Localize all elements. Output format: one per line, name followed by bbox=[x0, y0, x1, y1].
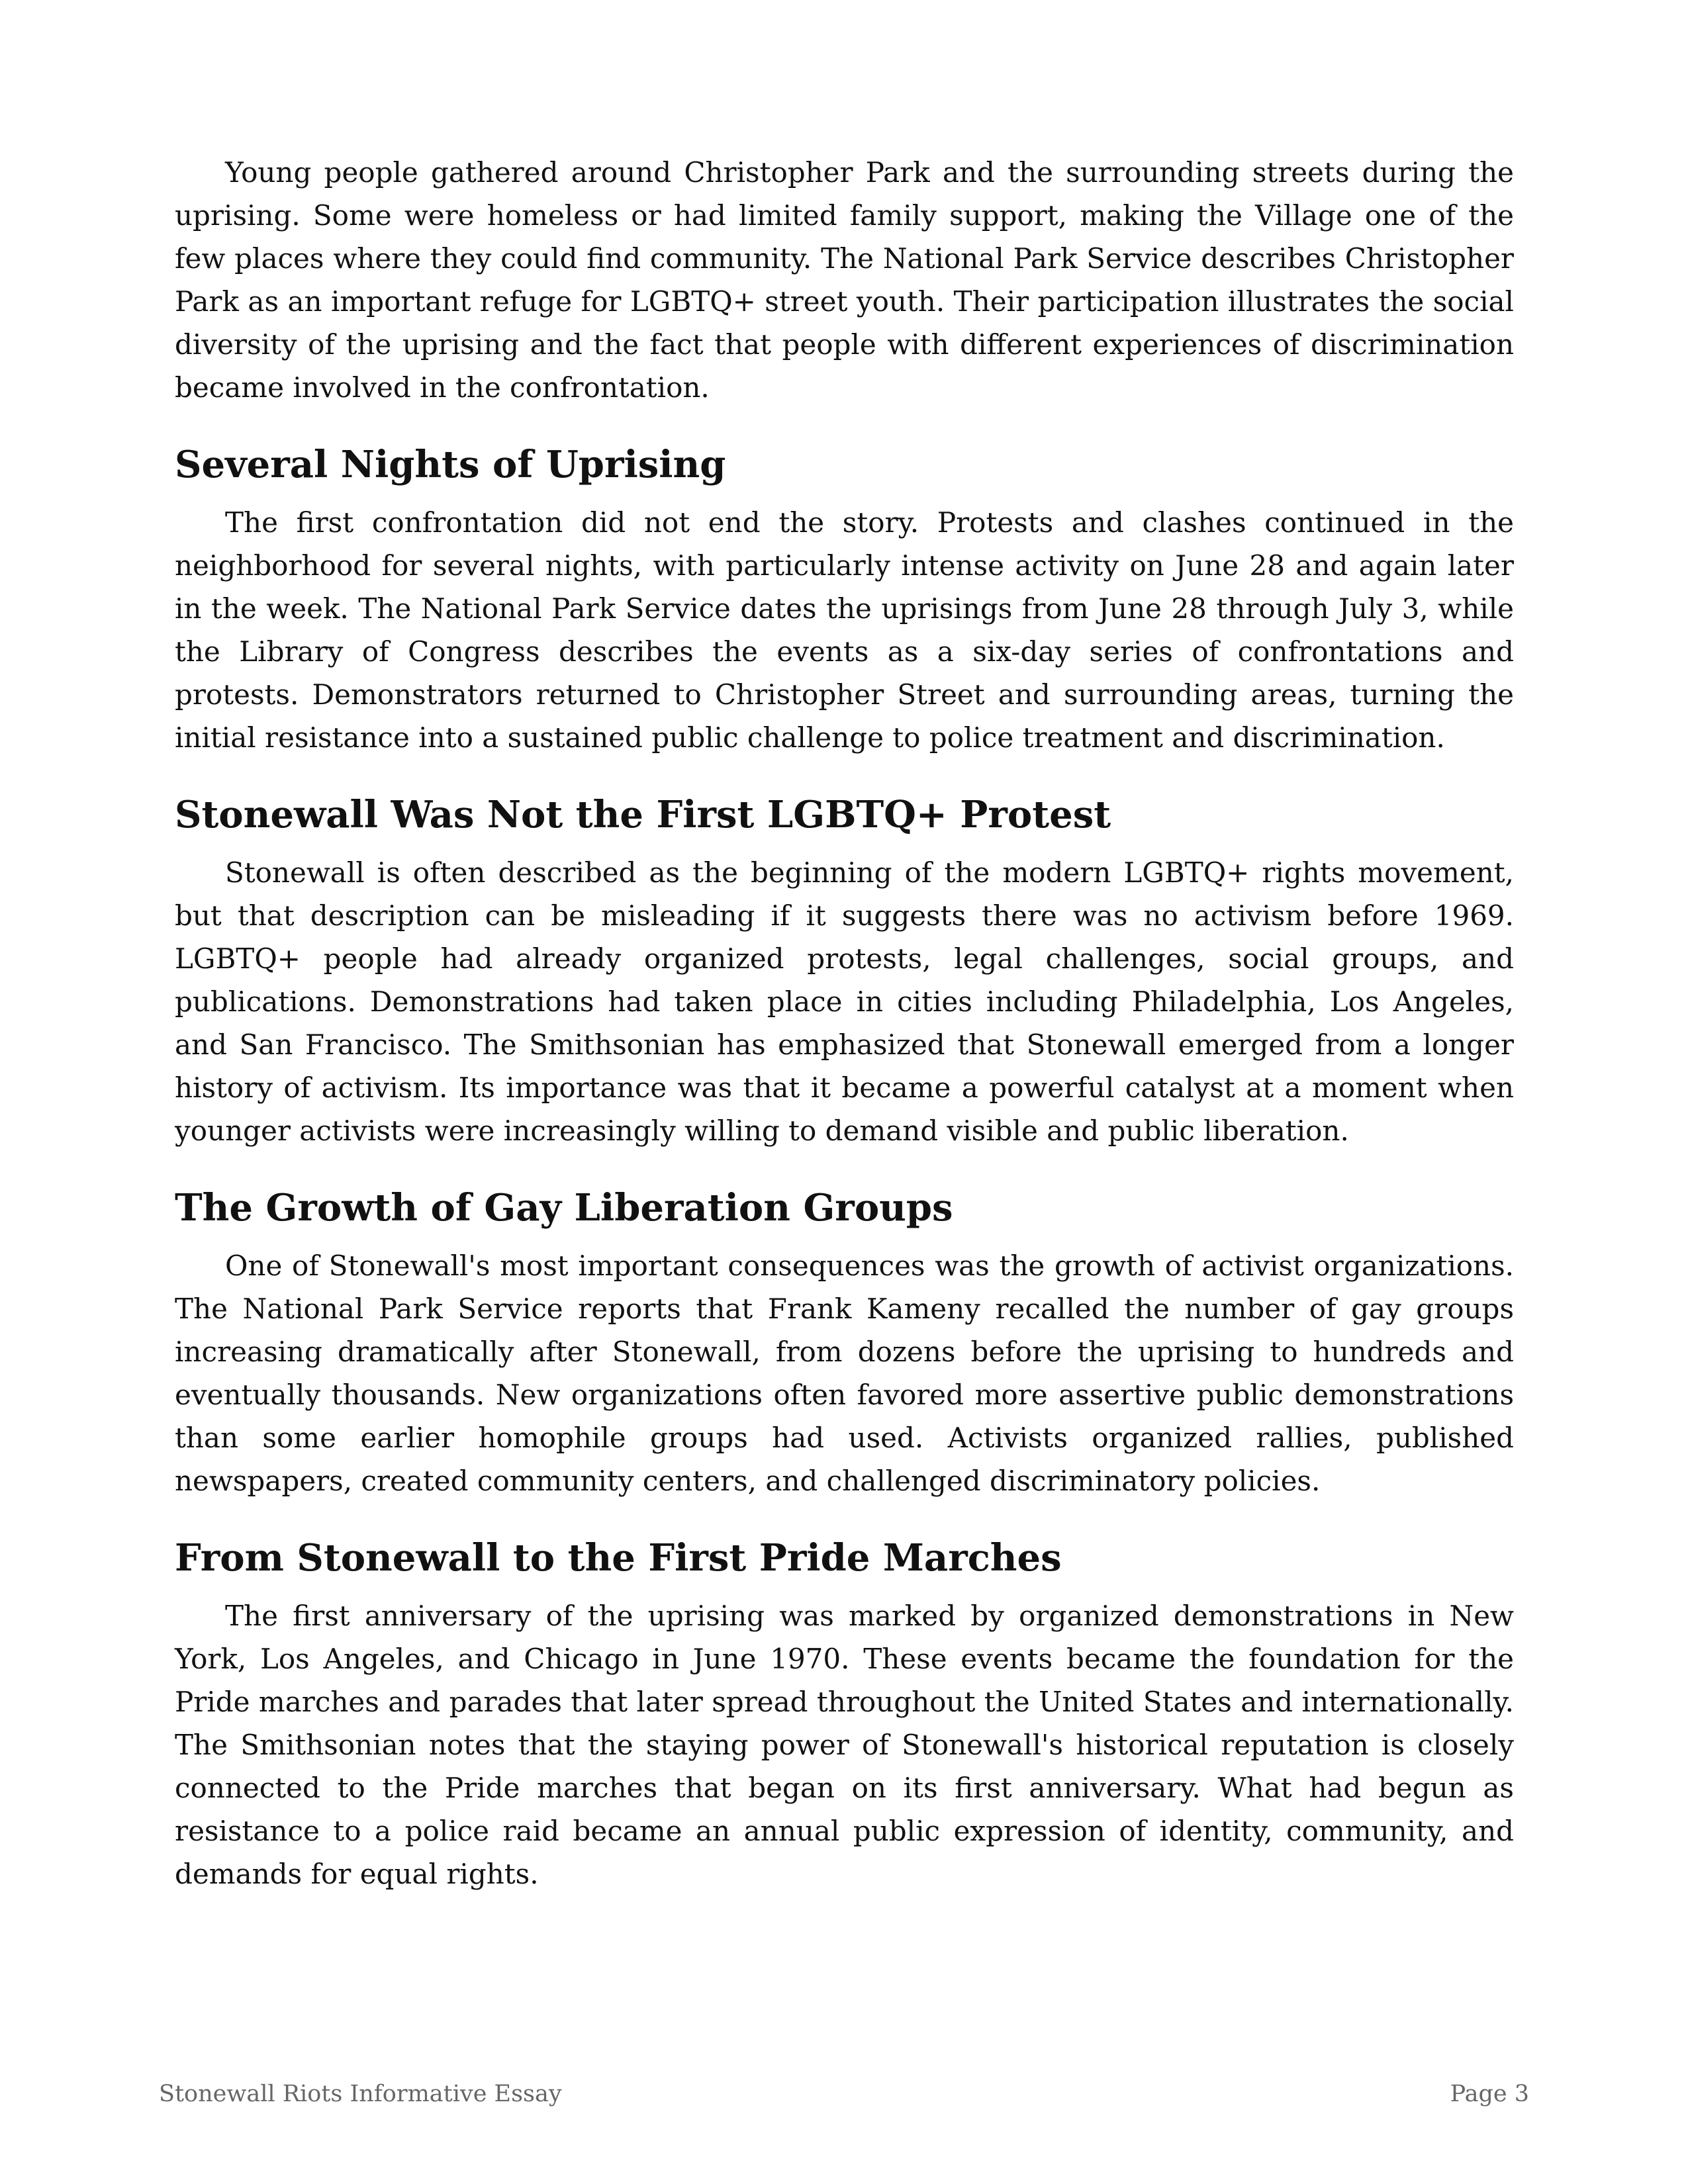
paragraph-not-first-protest: Stonewall is often described as the beginning of the modern LGBTQ+ rights movement, but that description can be misleading if it suggests there was no activism before 1969. LGBTQ+ people had already organized protests, legal challenges, social groups, and publications. Demonstrations had taken place in cities including Philadelphia, Los Angeles, and San Francisco. The Smithsonian has emphasized that Stonewall emerged from a longer history of activism. Its importance was that it became a powerful catalyst at a moment when younger activists were increasingly willing to demand visible and public liberation. bbox=[175, 856, 1514, 1147]
footer-document-title: Stonewall Riots Informative Essay bbox=[159, 2081, 562, 2107]
paragraph-pride-marches: The first anniversary of the uprising was marked by organized demonstrations in New York, Los Angeles, and Chicago in June 1970. These events became the foundation for the Pride marches and parades that later spread throughout the United States and internationally. The Smithsonian notes that the staying power of Stonewall's historical reputation is closely connected to the Pride marches that began on its first anniversary. What had begun as resistance to a police raid became an annual public expression of identity, community, and demands for equal rights. bbox=[175, 1600, 1514, 1890]
paragraph-liberation-groups: One of Stonewall's most important consequences was the growth of activist organizations. The National Park Service reports that Frank Kameny recalled the number of gay groups increasing dramatically after Stonewall, from dozens before the uprising to hundreds and eventually thousands. New organizations often favored more assertive public demonstrations than some earlier homophile groups had used. Activists organized rallies, published newspapers, created community centers, and challenged discriminatory policies. bbox=[175, 1250, 1514, 1497]
paragraph-street-youth: Young people gathered around Christopher Park and the surrounding streets during the uprising. Some were homeless or had limited family support, making the Village one of the few places where they could find community. The National Park Service describes Christopher Park as an important refuge for LGBTQ+ street youth. Their participation illustrates the social diversity of the uprising and the fact that people with different experiences of discrimination became involved in the confrontation. bbox=[175, 156, 1514, 404]
heading-pride-marches: From Stonewall to the First Pride Marches bbox=[175, 1536, 1062, 1580]
footer-page-number: Page 3 bbox=[1450, 2081, 1529, 2107]
heading-liberation-groups: The Growth of Gay Liberation Groups bbox=[175, 1186, 953, 1230]
heading-not-first-protest: Stonewall Was Not the First LGBTQ+ Protest bbox=[175, 793, 1111, 837]
heading-several-nights: Several Nights of Uprising bbox=[175, 443, 726, 486]
document-body bbox=[175, 151, 1514, 1895]
paragraph-several-nights: The first confrontation did not end the story. Protests and clashes continued in the neighborhood for several nights, with particularly intense activity on June 28 and again later in the week. The National Park Service dates the uprisings from June 28 through July 3, while the Library of Congress describes the events as a six-day series of confrontations and protests. Demonstrators returned to Christopher Street and surrounding areas, turning the initial resistance into a sustained public challenge to police treatment and discrimination. bbox=[175, 506, 1514, 754]
